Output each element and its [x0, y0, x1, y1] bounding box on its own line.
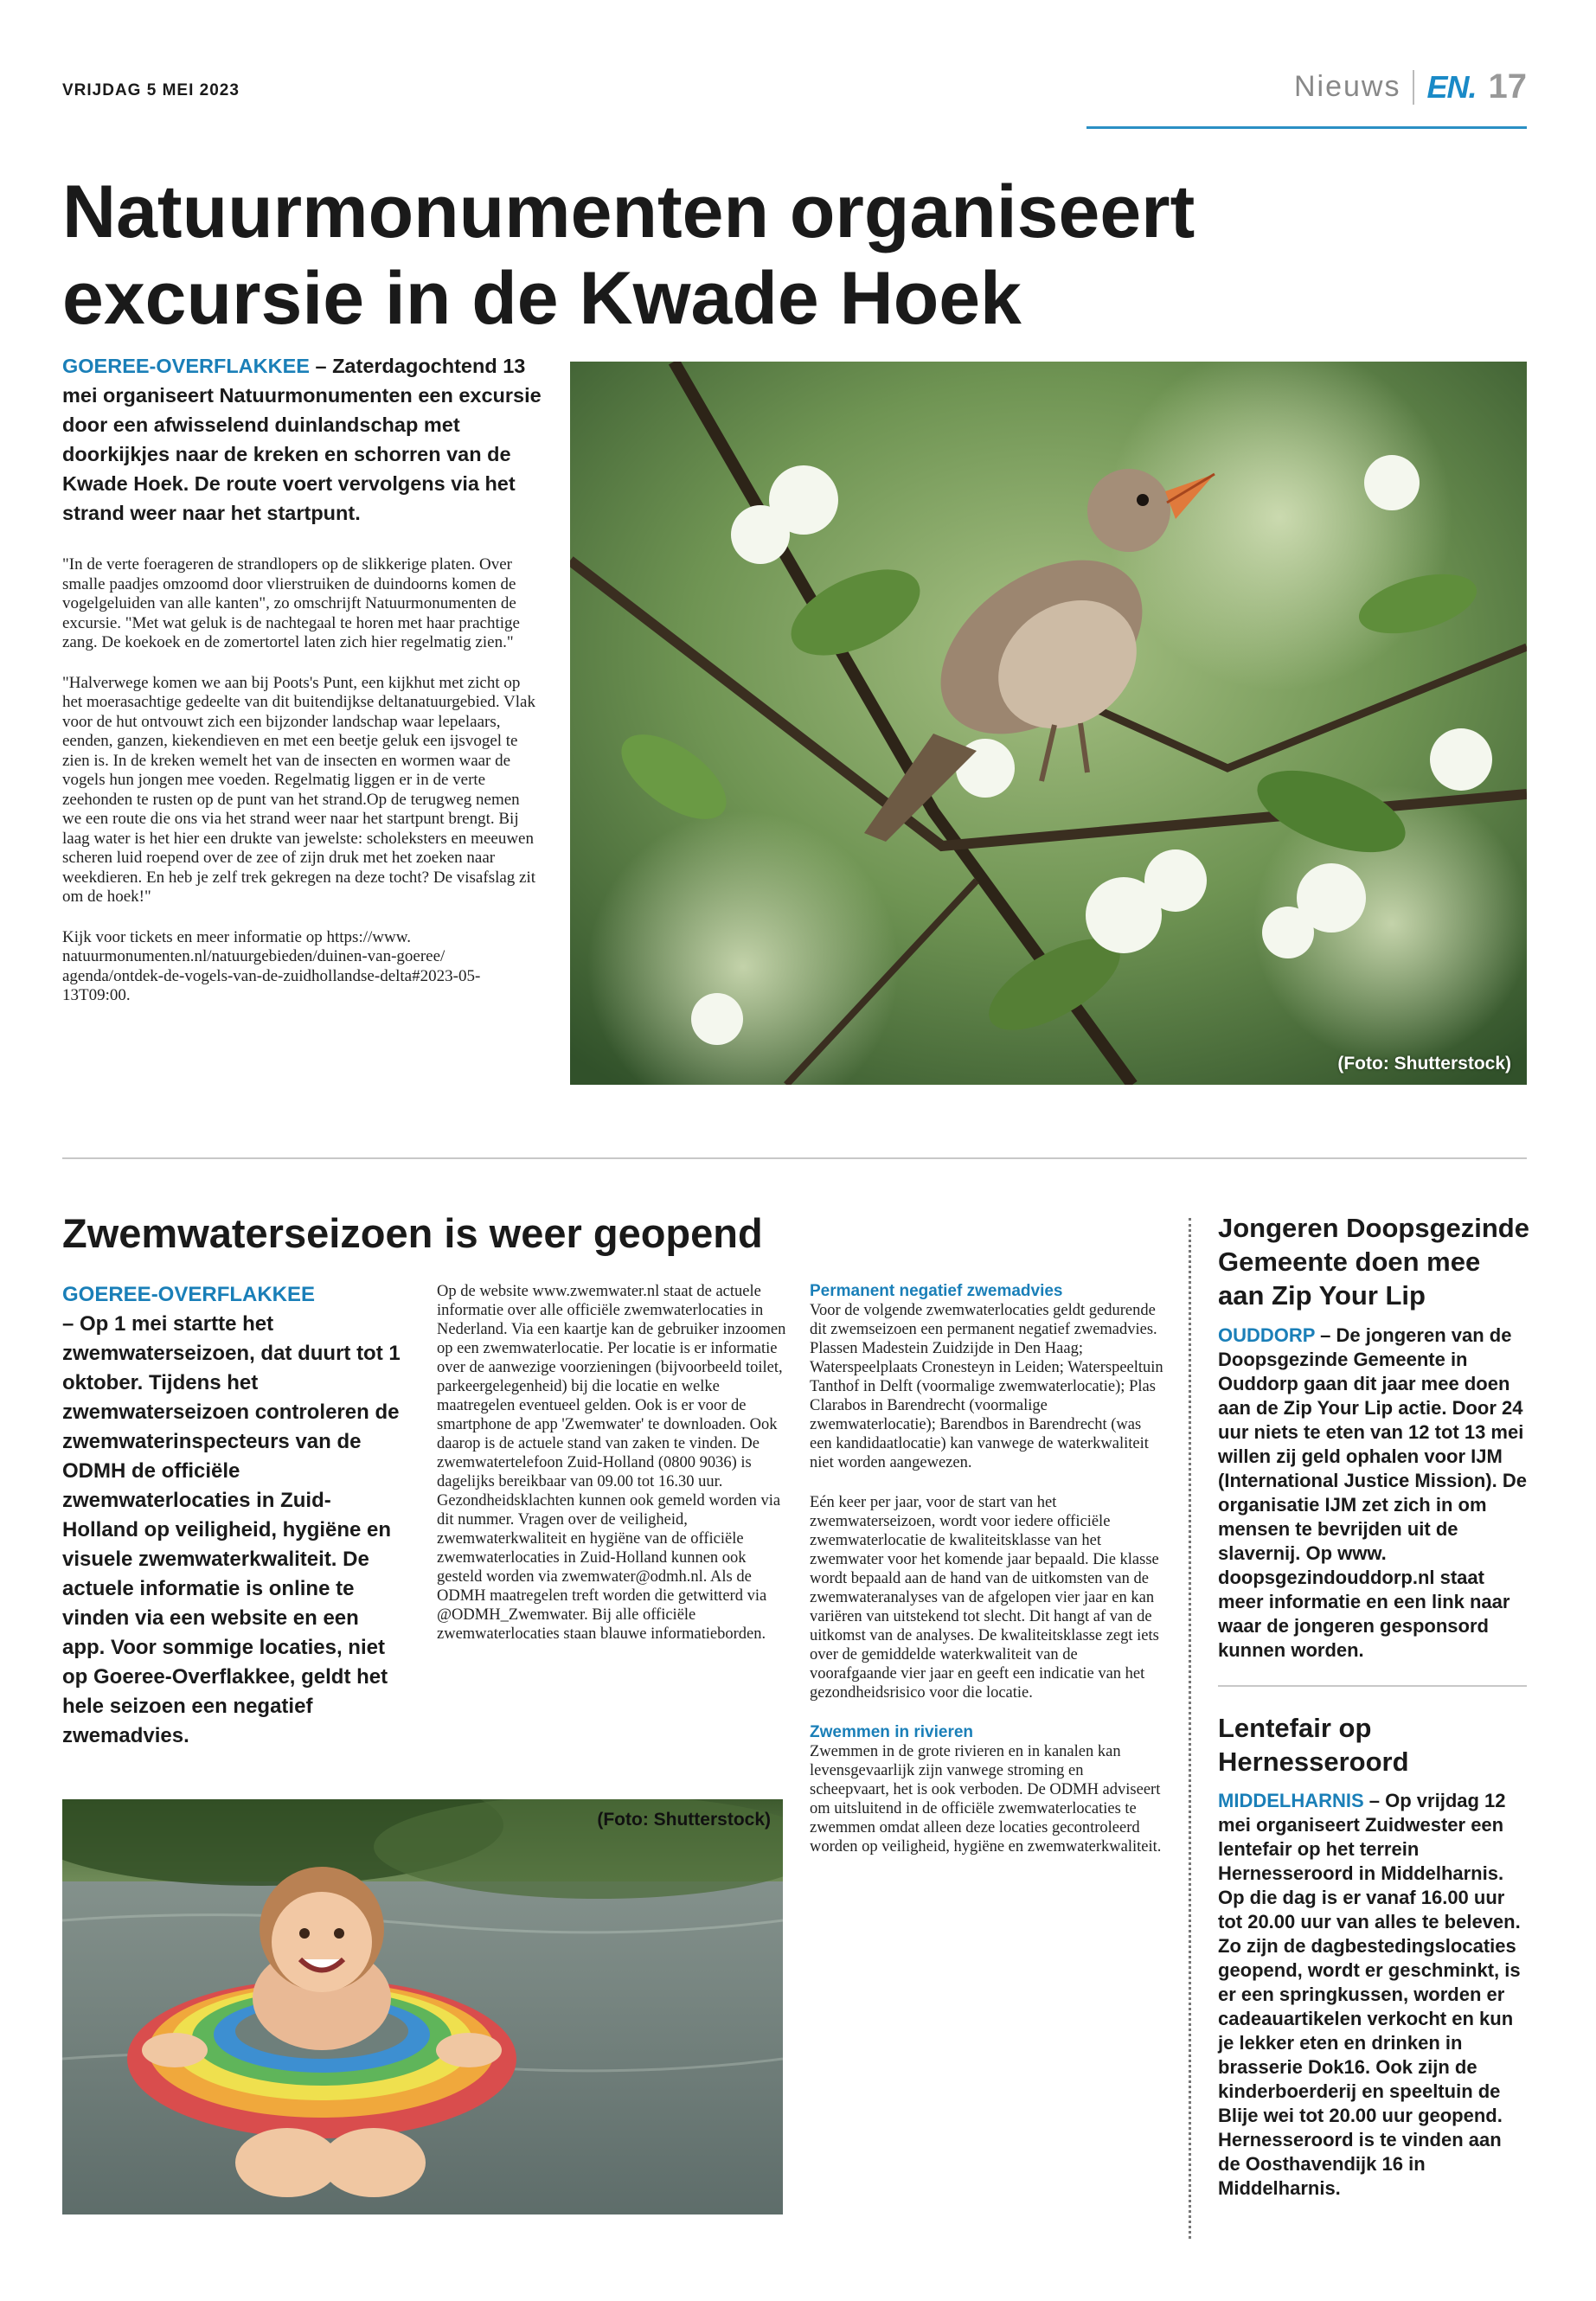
sidebar2-headline: Lentefair op Hernesseroord — [1218, 1713, 1409, 1777]
article2-lead — [62, 1280, 404, 1751]
section-divider — [62, 1157, 1527, 1159]
sidebar1-text: – De jongeren van de Doopsgezinde Gemeente in Ouddorp gaan dit jaar mee doen aan de Zip Your Lip actie. Door 24 uur niets te eten van 12 tot 13 mei willen zij geld ophalen voor IJM (International Justice Mission). De organisatie IJM zet zich in om mensen te bevrijden uit de slavernij. Op www. doopsgezindouddorp.nl staat meer informatie en een link naar waar de jongeren gesponsord kunnen worden. — [1218, 1324, 1527, 1661]
sidebar1-dateline: OUDDORP — [1218, 1324, 1316, 1346]
article2-dateline: GOEREE-OVERFLAKKEE — [62, 1283, 316, 1306]
article2-photo-credit: (Foto: Shutterstock) — [597, 1810, 771, 1830]
article2-lead-text: – Op 1 mei startte het zwemwaterseizoen, dat duurt tot 1 oktober. Tijdens het zwemwaterseizoen controleren de zwemwaterinspecteurs van de ODMH de officiële zwemwaterlocaties in Zuid-Holland op veiligheid, hygiëne en visuele zwemwaterkwaliteit. De actuele informatie is online te vinden via een website en een app. Voor sommige locaties, niet op Goeree-Overflakkee, geldt het hele seizoen een negatief zwemadvies. — [62, 1312, 401, 1747]
header-rule — [1086, 126, 1527, 129]
sidebar2-body — [1218, 1789, 1521, 2201]
publication-logo: EN. — [1426, 68, 1477, 105]
article1-headline — [62, 169, 1195, 342]
article2-column3 — [810, 1282, 1164, 1877]
article2-subheading: Permanent negatief zwemadvies — [810, 1282, 1063, 1300]
issue-date: VRIJDAG 5 MEI 2023 — [62, 81, 240, 99]
swimming-child-photo-image — [62, 1799, 783, 2214]
article1-paragraph: "In de verte foerageren de strandlopers op de slikkerige platen. Over smalle paadjes omzoomd door vlierstruiken de duindoorns komen de vogelgeluiden van alle kanten", zo omschrijft Natuurmonumenten de excursie. "Met wat geluk is de nachtegaal te horen met haar prachtige zang. De koekoek en de zomertortel laten zich hier regelmatig zien." — [62, 555, 520, 651]
sidebar1-headline: Jongeren Doopsgezinde Gemeente doen mee aan Zip Your Lip — [1218, 1213, 1529, 1311]
article1-headline-line1: Natuurmonumenten organiseert — [62, 170, 1195, 253]
article2-paragraph: Eén keer per jaar, voor de start van het zwemwaterseizoen, wordt voor iedere officiële zwemwaterlocatie de kwaliteitsklasse van het zwemwater voor het komende jaar bepaald. Die klasse wordt bepaald aan de hand van de uitkomsten van de zwemwateranalyses van de afgelopen vier jaar en kan variëren van uitstekend tot slecht. Dit hangt af van de uitkomst van de analyses. De kwaliteitsklasse zegt iets over de gemiddelde waterkwaliteit van de voorafgaande vier jaar en geeft een indicatie van het gezondheidsrisico voor die locatie. — [810, 1494, 1159, 1702]
sidebar1-body — [1218, 1324, 1529, 1663]
article1-lead-text: – Zaterdagochtend 13 mei organiseert Natuurmonumenten een excursie door een afwisselend duinlandschap met doorkijkjes naar de kreken en schorren van de Kwade Hoek. De route voert vervolgens via het strand weer naar het startpunt. — [62, 355, 542, 524]
sidebar2-dateline: MIDDELHARNIS — [1218, 1790, 1364, 1811]
article2-paragraph: Voor de volgende zwemwaterlocaties geldt gedurende dit zwemseizoen een permanent negatief zwemadvies. Plassen Madestein Zuidzijde in Den Haag; Waterspeelplaats Cronesteyn in Leiden; Waterspeeltuin Tanthof in Delft (voormalige zwemwaterlocatie); Plas Clarabos in Barendrecht (voormalige zwemwaterlocatie); Barendbos in Barendrecht (was een kandidaatlocatie) kan vanwege de waterkwaliteit niet worden aangewezen. — [810, 1302, 1163, 1471]
article2-paragraph: Op de website www.zwemwater.nl staat de actuele informatie over alle officiële zwemwaterlocaties in Nederland. Via een kaartje kan de gebruiker inzoomen op een zwemwaterlocatie. Per locatie is er informatie over de aanwezige voorzieningen (bijvoorbeeld toilet, parkeergelegenheid) bij die locatie en welke maatregelen eventueel gelden. Ook is er voor de smartphone de app 'Zwemwater' te downloaden. Ook daarop is de actuele stand van zaken te vinden. De zwemwatertelefoon Zuid-Holland (0800 9036) is dagelijks bereikbaar van 09.00 tot 16.30 uur. Gezondheidsklachten kunnen ook gemeld worden via dit nummer. Vragen over de veiligheid, zwemwaterkwaliteit en hygiëne van de officiële zwemwaterlocaties in Zuid-Holland kunnen ook gesteld worden via zwemwater@odmh.nl. Als de ODMH maatregelen treft worden die getwitterd via @ODMH_Zwemwater. Bij alle officiële zwemwaterlocaties staan blauwe informatieborden. — [437, 1283, 786, 1643]
section-label: Nieuws — [1294, 70, 1401, 103]
page-number: 17 — [1488, 67, 1527, 106]
article1-paragraph: "Halverwege komen we aan bij Poots's Punt, een kijkhut met zicht op het moerasachtige gedeelte van dit buitendijkse deltanatuurgebied. Vlak voor de hut ontvouwt zich een bijzonder landschap waar lepelaars, eenden, ganzen, kiekendieven en met een beetje geluk een ijsvogel te zien is. In de kreken wemelt het van de insecten en wormen waar de vogels hun jongen mee voeden. Regelmatig liggen er in de verte zeehonden te rusten op de punt van het strand.Op de terugweg nemen we een route die ons via het strand weer naar het startpunt brengt. Bij laag water is het hier een drukte van jewelste: scholeksters en meeuwen scheren luid roepend over de zee of zijn druk met het zoeken naar weekdieren. En heb je zelf trek gekregen na deze tocht? De visafslag zit om de hoek!" — [62, 673, 536, 906]
article2-subheading: Zwemmen in rivieren — [810, 1723, 974, 1741]
nightingale-photo — [570, 362, 1527, 1085]
article1-lead — [62, 351, 547, 528]
article2-column2 — [437, 1282, 792, 1664]
sidebar2-text: – Op vrijdag 12 mei organiseert Zuidwester een lentefair op het terrein Hernesseroord in Middelharnis. Op die dag is er vanaf 16.00 uur tot 20.00 uur van alles te beleven. Zo zijn de dagbestedingslocaties geopend, wordt er geschminkt, is er een springkussen, worden er cadeauartikelen verkocht en kun je lekker eten en drinken in brasserie Dok16. Ook zijn de kinderboerderij en speeltuin de Blije wei tot 20.00 uur geopend. Hernesseroord is te vinden aan de Oosthavendijk 16 in Middelharnis. — [1218, 1790, 1521, 2199]
article2-paragraph: Zwemmen in de grote rivieren en in kanalen kan levensgevaarlijk zijn vanwege stroming en scheepvaart, het is ook verboden. De ODMH adviseert om uitsluitend in de officiële zwemwaterlocaties te zwemmen omdat alleen deze locaties gecontroleerd worden op veiligheid, hygiëne en zwemwaterkwaliteit. — [810, 1743, 1162, 1856]
sidebar-divider — [1218, 1685, 1527, 1687]
article1-headline-line2: excursie in de Kwade Hoek — [62, 257, 1022, 340]
column-divider — [1189, 1218, 1191, 2239]
article1-body — [62, 555, 542, 1027]
article1-dateline: GOEREE-OVERFLAKKEE — [62, 355, 310, 377]
header-divider — [1413, 70, 1414, 105]
article2-headline: Zwemwaterseizoen is weer geopend — [62, 1210, 763, 1256]
page-header — [1294, 67, 1527, 106]
article1-photo-credit: (Foto: Shutterstock) — [1337, 1054, 1511, 1074]
nightingale-photo-image — [570, 362, 1527, 1085]
article1-paragraph: Kijk voor tickets en meer informatie op https://www. natuurmonumenten.nl/natuurgebieden/duinen-van-goeree/ agenda/ontdek-de-vogels-van-de-zuidhollandse-delta#2023-05-13T09:00. — [62, 927, 481, 1004]
swimming-child-photo — [62, 1799, 783, 2214]
